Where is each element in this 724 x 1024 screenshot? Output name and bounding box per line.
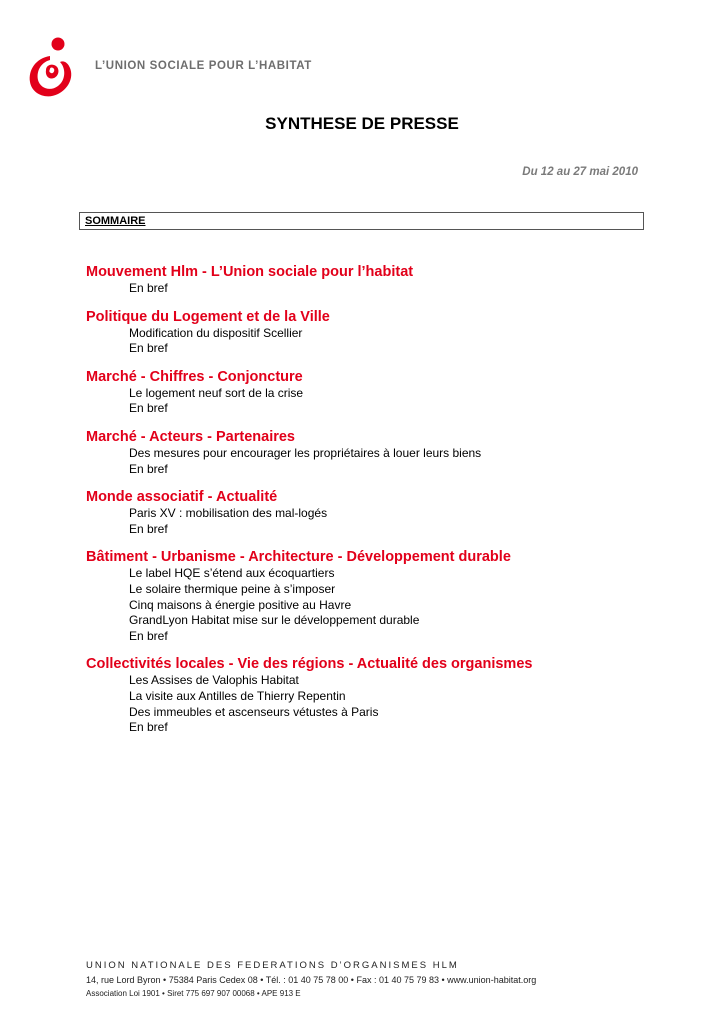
toc-section-item[interactable]: Paris XV : mobilisation des mal-logés — [129, 506, 328, 521]
toc-section — [86, 549, 686, 644]
toc-section-item[interactable]: En bref — [129, 341, 168, 356]
toc-section-title[interactable]: Collectivités locales - Vie des régions - Actualité des organismes — [86, 656, 533, 673]
sommaire-header: SOMMAIRE — [79, 212, 644, 230]
toc-section-title[interactable]: Mouvement Hlm - L’Union sociale pour l’habitat — [86, 264, 414, 280]
toc-section-item[interactable]: En bref — [129, 720, 168, 735]
document-date: Du 12 au 27 mai 2010 — [522, 166, 638, 178]
toc-section-item[interactable]: Le logement neuf sort de la crise — [129, 385, 304, 400]
footer-address: 14, rue Lord Byron • 75384 Paris Cedex 08 • Tél. : 01 40 75 78 00 • Fax : 01 40 75 79 83 • www.union-habitat.org — [86, 975, 537, 985]
toc-section — [86, 369, 686, 417]
toc-section-title[interactable]: Monde associatif - Actualité — [86, 489, 278, 506]
toc-section-item[interactable]: En bref — [129, 461, 168, 476]
toc-section-title[interactable]: Marché - Acteurs - Partenaires — [86, 428, 295, 445]
toc-section-item[interactable]: Les Assises de Valophis Habitat — [129, 673, 299, 688]
document-title: SYNTHESE DE PRESSE — [265, 114, 459, 133]
toc-section-item[interactable]: Des mesures pour encourager les propriétaires à louer leurs biens — [129, 445, 482, 460]
toc-section — [86, 429, 686, 477]
footer-organization: UNION NATIONALE DES FEDERATIONS D’ORGANISMES HLM — [86, 960, 459, 971]
toc-section-item[interactable]: GrandLyon Habitat mise sur le développement durable — [129, 613, 420, 628]
toc-section-item[interactable]: Le label HQE s’étend aux écoquartiers — [129, 566, 335, 581]
toc-section-item[interactable]: En bref — [129, 401, 168, 416]
toc-section — [86, 489, 686, 537]
toc-section — [86, 309, 686, 357]
toc-section — [86, 656, 686, 735]
union-habitat-logo-icon — [26, 36, 76, 100]
toc-section-item[interactable]: En bref — [129, 628, 168, 643]
toc-section-item[interactable]: Cinq maisons à énergie positive au Havre — [129, 597, 352, 612]
toc-section — [86, 264, 686, 297]
toc-section-title[interactable]: Bâtiment - Urbanisme - Architecture - Développement durable — [86, 549, 511, 566]
toc-section-item[interactable]: Des immeubles et ascenseurs vétustes à Paris — [129, 704, 379, 719]
toc-section-item[interactable]: La visite aux Antilles de Thierry Repentin — [129, 688, 346, 703]
footer-legal: Association Loi 1901 • Siret 775 697 907 00068 • APE 913 E — [86, 989, 301, 998]
toc-section-title[interactable]: Politique du Logement et de la Ville — [86, 308, 330, 325]
toc-section-item[interactable]: Le solaire thermique peine à s’imposer — [129, 581, 336, 596]
toc-section-title[interactable]: Marché - Chiffres - Conjoncture — [86, 368, 303, 385]
table-of-contents — [86, 264, 686, 748]
footer — [86, 960, 686, 998]
toc-section-item[interactable]: Modification du dispositif Scellier — [129, 325, 303, 340]
organization-name: L’UNION SOCIALE POUR L’HABITAT — [95, 60, 312, 72]
toc-section-item[interactable]: En bref — [129, 281, 168, 295]
toc-section-item[interactable]: En bref — [129, 521, 168, 536]
